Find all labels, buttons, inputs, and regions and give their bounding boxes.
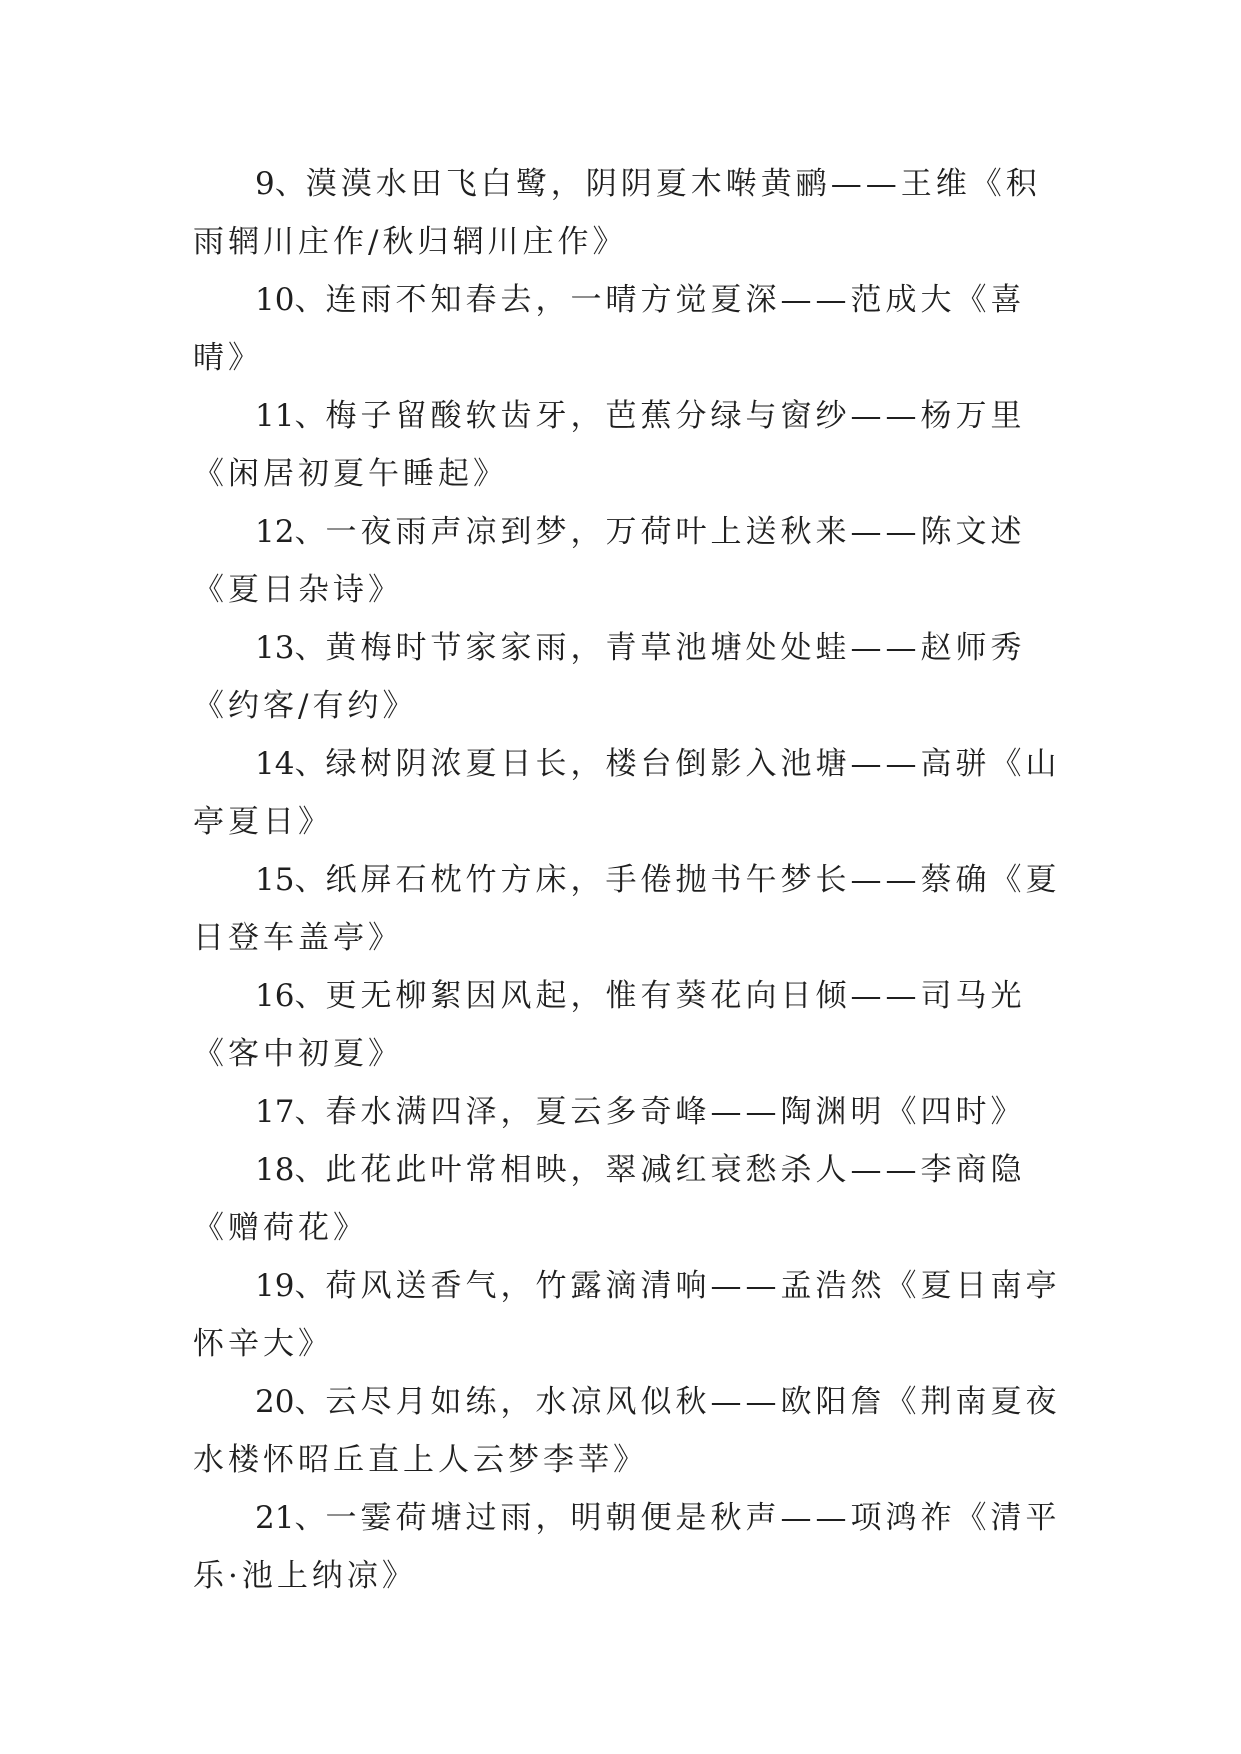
item-text: 一夜雨声凉到梦，万荷叶上送秋来——陈文述《夏日杂诗》 <box>193 514 1026 608</box>
list-item <box>193 1489 1073 1605</box>
item-number: 15、 <box>255 862 326 898</box>
item-text: 春水满四泽，夏云多奇峰——陶渊明《四时》 <box>325 1094 1026 1130</box>
item-number: 20、 <box>255 1384 326 1420</box>
item-text: 更无柳絮因风起，惟有葵花向日倾——司马光《客中初夏》 <box>193 978 1026 1072</box>
item-text: 漠漠水田飞白鹭，阴阴夏木啭黄鹂——王维《积雨辋川庄作/秋归辋川庄作》 <box>193 166 1041 260</box>
list-item <box>193 1257 1073 1373</box>
item-text: 梅子留酸软齿牙，芭蕉分绿与窗纱——杨万里《闲居初夏午睡起》 <box>193 398 1026 492</box>
list-item <box>193 503 1073 619</box>
item-text: 云尽月如练，水凉风似秋——欧阳詹《荆南夏夜水楼怀昭丘直上人云梦李莘》 <box>193 1384 1061 1478</box>
item-number: 14、 <box>255 746 326 782</box>
item-number: 19、 <box>255 1268 326 1304</box>
item-text: 荷风送香气，竹露滴清响——孟浩然《夏日南亭怀辛大》 <box>193 1268 1061 1362</box>
item-number: 10、 <box>255 282 326 318</box>
list-item <box>193 1083 1073 1141</box>
item-text: 绿树阴浓夏日长，楼台倒影入池塘——高骈《山亭夏日》 <box>193 746 1061 840</box>
item-number: 17、 <box>255 1094 326 1130</box>
item-text: 黄梅时节家家雨，青草池塘处处蛙——赵师秀《约客/有约》 <box>193 630 1026 724</box>
item-number: 16、 <box>255 978 326 1014</box>
item-number: 9、 <box>255 166 306 202</box>
item-number: 18、 <box>255 1152 326 1188</box>
list-item <box>193 967 1073 1083</box>
list-item <box>193 271 1073 387</box>
item-text: 此花此叶常相映，翠减红衰愁杀人——李商隐《赠荷花》 <box>193 1152 1026 1246</box>
item-number: 11、 <box>255 398 326 434</box>
list-item <box>193 851 1073 967</box>
list-item <box>193 735 1073 851</box>
poem-list <box>193 155 1073 1605</box>
item-number: 21、 <box>255 1500 326 1536</box>
item-number: 13、 <box>255 630 326 666</box>
item-text: 连雨不知春去，一晴方觉夏深——范成大《喜晴》 <box>193 282 1026 376</box>
list-item <box>193 1141 1073 1257</box>
list-item <box>193 1373 1073 1489</box>
list-item <box>193 155 1073 271</box>
item-text: 一霎荷塘过雨，明朝便是秋声——项鸿祚《清平乐·池上纳凉》 <box>193 1500 1061 1594</box>
list-item <box>193 619 1073 735</box>
item-number: 12、 <box>255 514 326 550</box>
list-item <box>193 387 1073 503</box>
item-text: 纸屏石枕竹方床，手倦抛书午梦长——蔡确《夏日登车盖亭》 <box>193 862 1061 956</box>
